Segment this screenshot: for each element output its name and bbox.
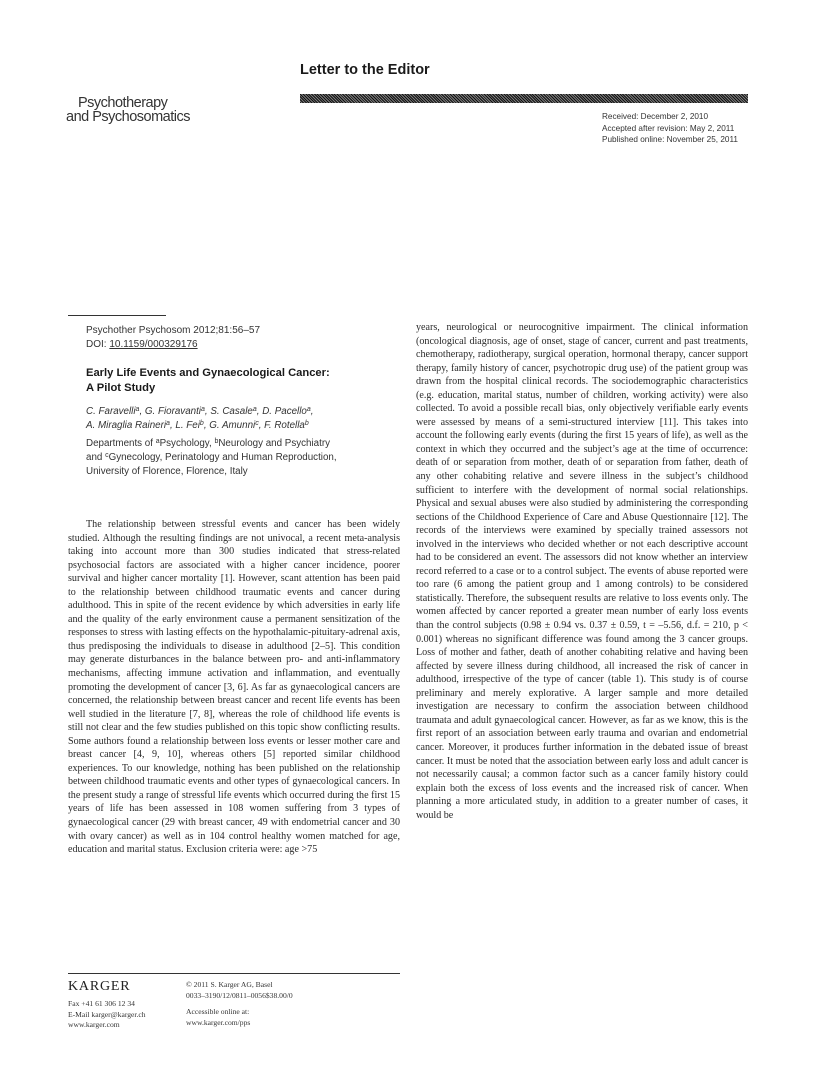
author-name: L. Fei <box>175 420 200 431</box>
author-list <box>86 405 314 433</box>
copyright-block <box>186 980 293 1028</box>
website-link[interactable]: www.karger.com <box>68 1020 120 1029</box>
author-name: G. Fioravanti <box>144 406 201 417</box>
author-name: A. Miraglia Raineri <box>86 420 167 431</box>
affiliation-mark: b <box>214 438 219 445</box>
author-name: C. Faravelli <box>86 406 136 417</box>
citation-block <box>86 324 260 352</box>
body-column-right <box>416 321 748 822</box>
author-affiliation-mark: a <box>135 406 140 413</box>
email-address[interactable]: E-Mail karger@karger.ch <box>68 1009 146 1019</box>
author-line2: A. Miraglia Raineri$^a$, L. Fei$^b$, G. Amunni$^c$, F. Rotella$^b$ <box>86 420 309 431</box>
body-column-left <box>68 518 400 857</box>
author-affiliation-mark: c <box>255 420 259 427</box>
article-title <box>86 366 330 396</box>
doi-link[interactable]: 10.1159/000329176 <box>109 339 198 350</box>
journal-reference: Psychother Psychosom 2012;81:56–57 <box>86 325 260 336</box>
accessible-online-label: Accessible online at: <box>186 1007 250 1016</box>
copyright-notice: © 2011 S. Karger AG, Basel <box>186 980 273 989</box>
affiliation-line2 <box>86 451 337 465</box>
accessible-online-url[interactable]: www.karger.com/pps <box>186 1017 251 1027</box>
affiliations <box>86 437 337 479</box>
author-affiliation-mark: a <box>166 420 170 427</box>
author-name: S. Casale <box>210 406 253 417</box>
affiliation-prefix: Departments of <box>86 438 156 449</box>
affiliation-psychology: Psychology, <box>159 438 215 449</box>
accepted-date: Accepted after revision: May 2, 2011 <box>602 123 735 133</box>
author-line1: C. Faravelli$^a$, G. Fioravanti$^a$, S. Casale$^a$, D. Pacello$^a$, <box>86 406 314 417</box>
body-paragraph: The relationship between stressful events and cancer has been widely studied. Although the resulting findings are not univocal, a recent meta-analysis taking into account more than 300 studies indicated that stress-related psychosocial factors are associated with a higher cancer incidence, poorer survival and higher cancer mortality [1]. However, scant attention has been paid to the relationship between childhood traumatic events and cancer during adulthood. This in spite of the recent evidence by which adversities in early life and the quality of the early environment cause a permanent sensitization of the responses to stress with lasting effects on the hypothalamic-pituitary-adrenal axis, thus predisposing the individuals to disease in adulthood [2–5]. This condition may generate disturbances in the balance between pro- and anti-inflammatory mechanisms, affecting immune activation and inflammation, and eventually promoting the development of cancer [3, 6]. As far as gynaecological cancers are concerned, the relationship between breast cancer and recent life events has been well studied in the literature [7, 8], whereas the role of childhood life events is still not clear and the few studies published on this topic show conflicting results. Some authors found a relationship between loss events or lesser mother care and breast cancer [4, 9, 10], whereas others [5] reported similar childhood experiences. To our knowledge, nothing has been published on the relationship between childhood traumatic events and other types of gynaecological cancers. In the present study a range of stressful life events which occurred during the first 15 years of life has been assessed in 108 women suffering from 3 types of gynaecological cancer (29 with breast cancer, 49 with endometrial cancer and 30 with ovary cancer) as well as in 104 control healthy women matched for age, education and marital status. Exclusion criteria were: age >75 <box>68 519 400 856</box>
karger-logo: KARGER <box>68 979 131 994</box>
author-affiliation-mark: b <box>304 420 309 427</box>
affiliation-line1 <box>86 437 337 451</box>
affiliation-gynecology: Gynecology, Perinatology and Human Reproduction, <box>108 452 337 463</box>
affiliation-university: University of Florence, Florence, Italy <box>86 466 248 477</box>
article-title-line1: Early Life Events and Gynaecological Cancer: <box>86 367 330 379</box>
journal-logo-line1: Psychotherapy <box>78 95 168 111</box>
author-affiliation-mark: a <box>306 406 311 413</box>
author-name: F. Rotella <box>264 420 305 431</box>
journal-logo <box>66 96 190 124</box>
affiliation-and: and <box>86 452 106 463</box>
author-name: G. Amunni <box>209 420 256 431</box>
publisher-contact <box>68 999 146 1031</box>
published-date: Published online: November 25, 2011 <box>602 135 738 144</box>
fax-number: Fax +41 61 306 12 34 <box>68 999 135 1008</box>
footer-rule <box>68 973 400 974</box>
author-affiliation-mark: b <box>199 420 204 427</box>
section-label: Letter to the Editor <box>300 62 430 78</box>
author-affiliation-mark: a <box>252 406 257 413</box>
affiliation-mark: a <box>155 438 160 445</box>
journal-logo-line2: and Psychosomatics <box>66 109 190 125</box>
author-affiliation-mark: a <box>201 406 205 413</box>
doi-line <box>86 338 260 352</box>
header-hatched-bar <box>300 94 748 103</box>
affiliation-neurology: Neurology and Psychiatry <box>218 438 330 449</box>
affiliation-mark: c <box>105 452 109 459</box>
body-paragraph: years, neurological or neurocognitive impairment. The clinical information (oncological diagnosis, age of onset, stage of cancer, current and past treatments, chemotherapy, radiotherapy, surgical operation, hormonal therapy, cancer support therapy, family history of cancer, psychotropic drug use) of the patient group was drawn from the hospital clinical records. The sociodemographic characteristics (e.g. education, marital status, number of children, working activity) were also collected. To avoid a possible recall bias, only objectively verifiable early events were assessed by means of a semi-structured interview [11]. This takes into account the following early events (during the first 15 years of life), as well as the context in which they occurred and the subject’s age at the time of occurrence: death of or separation from mother, death of or separation from father, death of any other cohabiting relative and severe illness in the subject’s childhood sufficient to interfere with the development of normal social relationships. Physical and sexual abuses were also studied by administering the corresponding sections of the Childhood Experience of Care and Abuse Questionnaire [12]. The records of the interviews were examined by specially trained assessors not involved in the interviews who decided whether or not each descriptive account had to be considered an event. The assessors did not know whether an interview record referred to a case or to a control subject. The events of abuse reported were too rare (6 among the patient group and 1 among controls) to be considered statistically. Therefore, the subsequent results are relative to loss events only. The women affected by cancer reported a greater mean number of early loss events than the control subjects (0.98 ± 0.94 vs. 0.37 ± 0.59, t = –5.56, d.f. = 210, p < 0.001) whereas no significant difference was found among the 3 cancer groups. Loss of mother and father, death of another cohabiting relative and having been affected by severe illness during childhood, all increased the risk of cancer in adulthood, irrespective of the type of cancer (table 1). This study is of course preliminary and merely explorative. A larger sample and more detailed investigation are necessary to confirm the association between childhood traumata and adult gynaecological cancer. However, as far as we know, this is the first report of an association between early trauma and ovarian and endometrial cancer. Moreover, it produces further information in the debated issue of breast cancer. It must be noted that the association between early loss and adult cancer is not necessarily causal; a common factor such as a cancer family history could explain both the excess of loss events and the increased risk of cancer. When planning a more articulated study, in addition to a greater number of cases, it would be <box>416 322 748 821</box>
doi-label: DOI: <box>86 339 110 350</box>
article-title-line2: A Pilot Study <box>86 382 156 394</box>
issn-code: 0033–3190/12/0811–0056$38.00/0 <box>186 990 293 1000</box>
publication-dates <box>602 111 738 146</box>
received-date: Received: December 2, 2010 <box>602 112 709 121</box>
author-name: D. Pacello <box>262 406 307 417</box>
citation-rule <box>68 315 166 316</box>
